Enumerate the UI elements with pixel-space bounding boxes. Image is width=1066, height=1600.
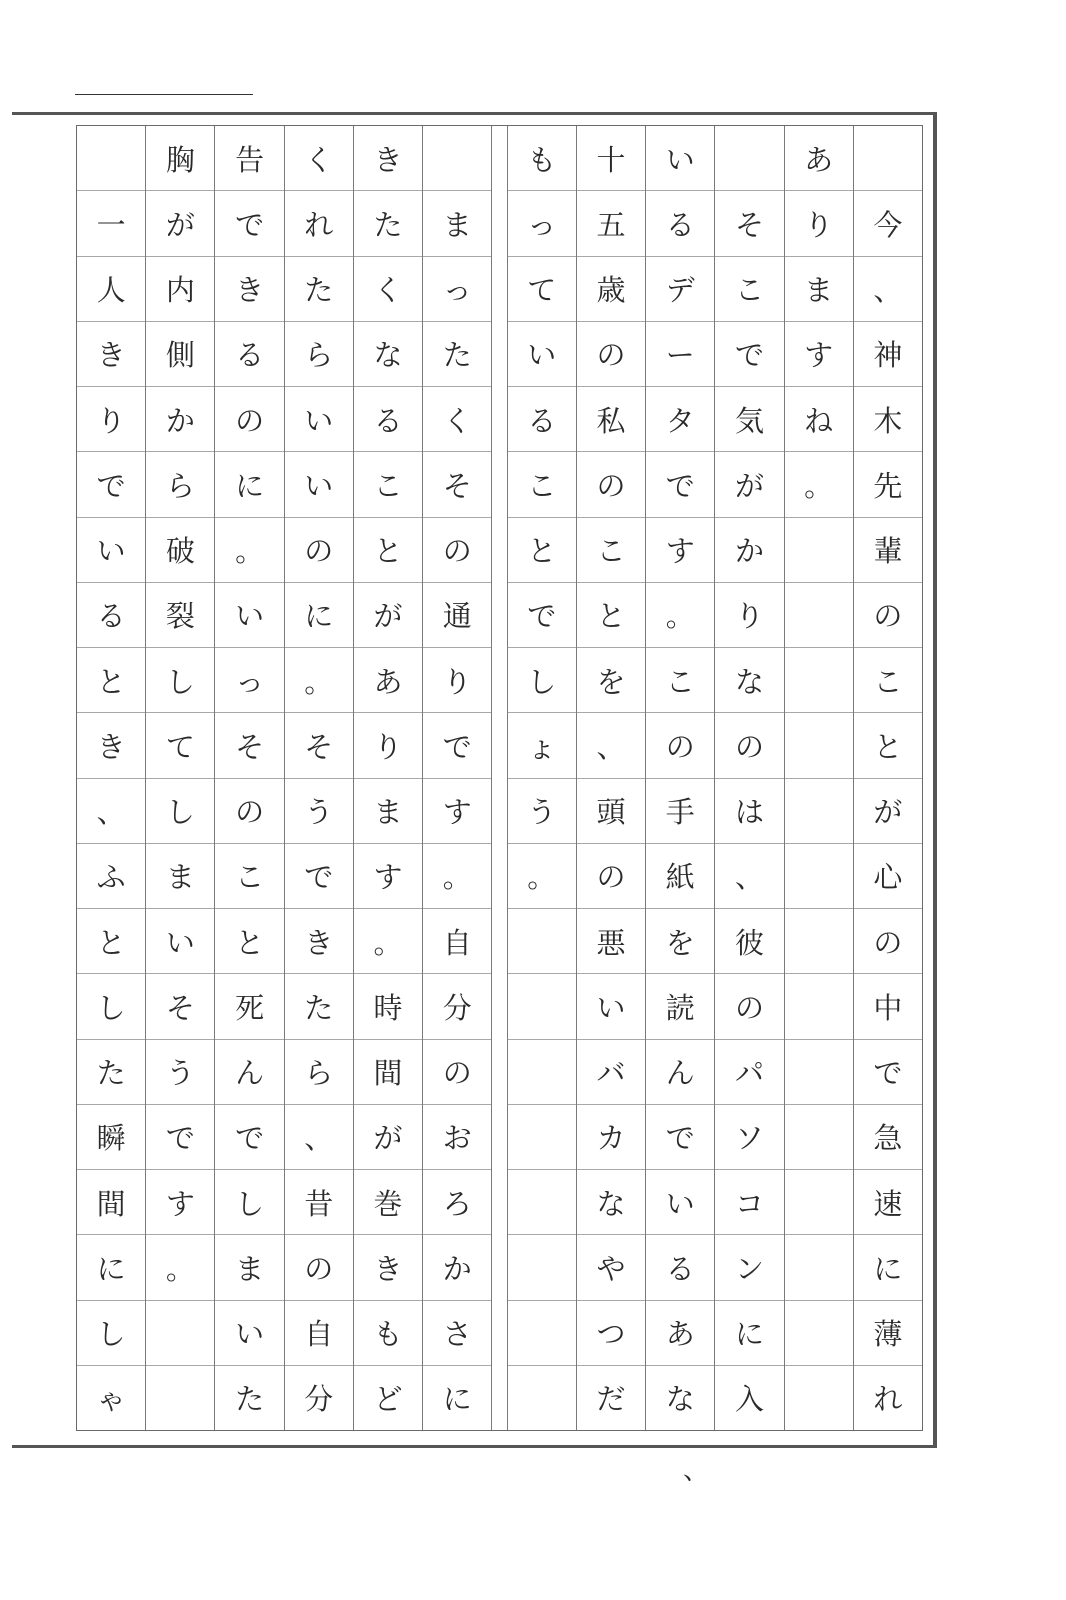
manuscript-cell (785, 1366, 853, 1430)
manuscript-cell: で (854, 1040, 922, 1105)
manuscript-cell: い (285, 452, 353, 517)
manuscript-cell: 死 (215, 974, 283, 1039)
manuscript-cell: こ (354, 452, 422, 517)
manuscript-cell: ソ (715, 1105, 783, 1170)
manuscript-cell: し (146, 779, 214, 844)
manuscript-cell: 破 (146, 518, 214, 583)
manuscript-cell: 輩 (854, 518, 922, 583)
manuscript-cell: 歳 (577, 257, 645, 322)
manuscript-cell: 時 (354, 974, 422, 1039)
manuscript-cell: そ (146, 974, 214, 1039)
manuscript-cell: た (235, 1382, 265, 1417)
manuscript-cell: こ (715, 257, 783, 322)
manuscript-cell: 、 (715, 844, 783, 909)
manuscript-cell: 神 (854, 322, 922, 387)
manuscript-cell: た (423, 322, 491, 387)
center-gap-column (491, 126, 506, 1430)
manuscript-cell: す (423, 779, 491, 844)
manuscript-cell: で (77, 452, 145, 517)
manuscript-cell: 読 (646, 974, 714, 1039)
manuscript-cell: で (285, 844, 353, 909)
manuscript-column (507, 126, 576, 1430)
manuscript-cell: や (577, 1235, 645, 1300)
manuscript-cell: 手 (646, 779, 714, 844)
manuscript-cell: っ (423, 257, 491, 322)
manuscript-column (145, 126, 214, 1430)
manuscript-cell: の (646, 713, 714, 778)
manuscript-cell: 昔 (285, 1170, 353, 1235)
manuscript-cell: こ (854, 648, 922, 713)
manuscript-cell (77, 126, 145, 191)
manuscript-cell (508, 1235, 576, 1300)
manuscript-cell (508, 974, 576, 1039)
manuscript-cell: 。 (423, 844, 491, 909)
manuscript-cell: 。 (646, 583, 714, 648)
manuscript-cell: ー (646, 322, 714, 387)
manuscript-cell (508, 1105, 576, 1170)
manuscript-cell: と (577, 583, 645, 648)
manuscript-cell (146, 1301, 214, 1366)
manuscript-cell: る (646, 1235, 714, 1300)
manuscript-cell: 心 (854, 844, 922, 909)
manuscript-cell (423, 126, 491, 191)
manuscript-cell: な (577, 1170, 645, 1235)
manuscript-cell: 側 (146, 322, 214, 387)
manuscript-cell: 悪 (577, 909, 645, 974)
manuscript-cell: 。 (215, 518, 283, 583)
manuscript-cell: の (577, 452, 645, 517)
manuscript-cell: ま (215, 1235, 283, 1300)
manuscript-cell: 自 (423, 909, 491, 974)
manuscript-cell: 、 (285, 1105, 353, 1170)
manuscript-cell: ま (785, 257, 853, 322)
manuscript-cell: な (354, 322, 422, 387)
manuscript-cell (785, 583, 853, 648)
manuscript-cell: な (665, 1382, 695, 1417)
manuscript-cell: き (354, 1235, 422, 1300)
manuscript-cell: く (354, 257, 422, 322)
manuscript-cell: し (77, 1301, 145, 1366)
manuscript-cell: バ (577, 1040, 645, 1105)
manuscript-cell: で (646, 1105, 714, 1170)
manuscript-cell: 間 (354, 1040, 422, 1105)
manuscript-cell: と (854, 713, 922, 778)
manuscript-cell: ん (646, 1040, 714, 1105)
manuscript-cell: が (354, 1105, 422, 1170)
manuscript-cell: ね (785, 387, 853, 452)
manuscript-cell: い (577, 974, 645, 1039)
manuscript-cell: 先 (854, 452, 922, 517)
manuscript-cell: お (423, 1105, 491, 1170)
manuscript-cell: も (508, 126, 576, 191)
manuscript-cell: こ (577, 518, 645, 583)
manuscript-cell: 、 (77, 779, 145, 844)
manuscript-cell: あ (646, 1301, 714, 1366)
manuscript-cell (715, 126, 783, 191)
manuscript-cell (854, 126, 922, 191)
manuscript-cell: ま (354, 779, 422, 844)
manuscript-cell: の (577, 844, 645, 909)
manuscript-cell: つ (577, 1301, 645, 1366)
manuscript-cell (785, 648, 853, 713)
manuscript-cell (146, 1366, 214, 1430)
manuscript-cell: て (146, 713, 214, 778)
manuscript-grid (76, 125, 923, 1431)
overflow-punctuation: 、 (683, 1456, 710, 1486)
manuscript-cell: 一 (77, 191, 145, 256)
manuscript-cell: そ (285, 713, 353, 778)
manuscript-cell (785, 844, 853, 909)
manuscript-cell: 。 (785, 452, 853, 517)
manuscript-cell: 裂 (146, 583, 214, 648)
manuscript-cell: 自 (285, 1301, 353, 1366)
manuscript-cell: 、 (854, 257, 922, 322)
manuscript-cell: で (646, 452, 714, 517)
manuscript-cell: だ (596, 1382, 626, 1417)
manuscript-cell: す (785, 322, 853, 387)
manuscript-cell: 彼 (715, 909, 783, 974)
manuscript-cell: か (423, 1235, 491, 1300)
manuscript-cell: ふ (77, 844, 145, 909)
manuscript-cell: で (423, 713, 491, 778)
manuscript-cell: き (285, 909, 353, 974)
manuscript-cell: 分 (423, 974, 491, 1039)
manuscript-column (353, 126, 422, 1430)
manuscript-cell: 巻 (354, 1170, 422, 1235)
manuscript-cell: と (354, 518, 422, 583)
manuscript-cell: 急 (854, 1105, 922, 1170)
manuscript-cell: 私 (577, 387, 645, 452)
manuscript-cell (785, 1235, 853, 1300)
manuscript-column (214, 126, 283, 1430)
manuscript-cell: コ (715, 1170, 783, 1235)
manuscript-cell: 。 (354, 909, 422, 974)
manuscript-cell (785, 779, 853, 844)
manuscript-cell: り (785, 191, 853, 256)
manuscript-cell: す (146, 1170, 214, 1235)
manuscript-cell: あ (354, 648, 422, 713)
manuscript-cell (785, 974, 853, 1039)
manuscript-cell: 告 (215, 126, 283, 191)
manuscript-cell (785, 518, 853, 583)
manuscript-cell: る (215, 322, 283, 387)
manuscript-cell: 間 (77, 1170, 145, 1235)
manuscript-cell: か (146, 387, 214, 452)
manuscript-cell: き (77, 713, 145, 778)
manuscript-cell: く (423, 387, 491, 452)
manuscript-cell: に (77, 1235, 145, 1300)
manuscript-cell: 。 (285, 648, 353, 713)
manuscript-cell: ま (146, 844, 214, 909)
manuscript-cell: こ (215, 844, 283, 909)
manuscript-cell: っ (508, 191, 576, 256)
manuscript-cell: を (646, 909, 714, 974)
manuscript-cell: た (77, 1040, 145, 1105)
manuscript-column (422, 126, 491, 1430)
manuscript-cell: の (423, 1040, 491, 1105)
manuscript-cell: ン (715, 1235, 783, 1300)
manuscript-cell: に (715, 1301, 783, 1366)
manuscript-cell: あ (785, 126, 853, 191)
manuscript-cell: ゃ (96, 1382, 126, 1417)
manuscript-cell: き (215, 257, 283, 322)
manuscript-column (284, 126, 353, 1430)
manuscript-cell: で (215, 191, 283, 256)
manuscript-cell: 薄 (854, 1301, 922, 1366)
manuscript-cell: で (508, 583, 576, 648)
name-line (75, 94, 253, 95)
manuscript-cell (508, 1301, 576, 1366)
manuscript-cell: 五 (577, 191, 645, 256)
manuscript-cell: 頭 (577, 779, 645, 844)
manuscript-cell: で (215, 1105, 283, 1170)
manuscript-cell: れ (873, 1382, 903, 1417)
manuscript-cell: い (646, 1170, 714, 1235)
manuscript-cell: か (715, 518, 783, 583)
manuscript-cell (785, 909, 853, 974)
manuscript-cell: と (508, 518, 576, 583)
manuscript-cell: タ (646, 387, 714, 452)
manuscript-cell: と (77, 909, 145, 974)
manuscript-cell: る (646, 191, 714, 256)
manuscript-cell: い (77, 518, 145, 583)
manuscript-cell: 気 (715, 387, 783, 452)
manuscript-cell (785, 1040, 853, 1105)
manuscript-cell: い (215, 583, 283, 648)
manuscript-cell: に (215, 452, 283, 517)
manuscript-cell: し (508, 648, 576, 713)
manuscript-cell: 中 (854, 974, 922, 1039)
manuscript-cell: ょ (508, 713, 576, 778)
manuscript-cell: 。 (146, 1235, 214, 1300)
manuscript-cell: こ (508, 452, 576, 517)
manuscript-cell: と (77, 648, 145, 713)
manuscript-cell: っ (215, 648, 283, 713)
manuscript-cell: て (508, 257, 576, 322)
manuscript-column (714, 126, 783, 1430)
manuscript-cell: そ (715, 191, 783, 256)
manuscript-column (576, 126, 645, 1430)
manuscript-cell: デ (646, 257, 714, 322)
manuscript-cell: い (285, 387, 353, 452)
manuscript-cell: の (215, 387, 283, 452)
manuscript-cell: に (285, 583, 353, 648)
manuscript-cell (785, 1301, 853, 1366)
manuscript-cell: 十 (577, 126, 645, 191)
manuscript-cell: 速 (854, 1170, 922, 1235)
manuscript-cell: 紙 (646, 844, 714, 909)
manuscript-cell: ま (423, 191, 491, 256)
manuscript-cell: い (215, 1301, 283, 1366)
manuscript-cell: 通 (423, 583, 491, 648)
manuscript-cell: の (854, 583, 922, 648)
manuscript-cell: り (354, 713, 422, 778)
manuscript-cell: が (146, 191, 214, 256)
manuscript-cell: に (442, 1382, 472, 1417)
manuscript-cell: 。 (508, 844, 576, 909)
manuscript-column (784, 126, 853, 1430)
manuscript-column (853, 126, 922, 1430)
manuscript-cell: ら (285, 322, 353, 387)
manuscript-cell (508, 1170, 576, 1235)
manuscript-cell (785, 1170, 853, 1235)
manuscript-cell: の (285, 518, 353, 583)
manuscript-cell: な (715, 648, 783, 713)
manuscript-cell: ら (285, 1040, 353, 1105)
manuscript-cell: そ (423, 452, 491, 517)
manuscript-column (77, 126, 145, 1430)
manuscript-cell: で (715, 322, 783, 387)
manuscript-cell: 瞬 (77, 1105, 145, 1170)
manuscript-cell: ど (373, 1382, 403, 1417)
manuscript-cell: た (285, 974, 353, 1039)
manuscript-cell: い (508, 322, 576, 387)
manuscript-cell: の (715, 713, 783, 778)
manuscript-cell: す (354, 844, 422, 909)
manuscript-cell: の (215, 779, 283, 844)
manuscript-cell: パ (715, 1040, 783, 1105)
manuscript-cell (785, 1105, 853, 1170)
manuscript-cell: り (77, 387, 145, 452)
manuscript-cell: が (715, 452, 783, 517)
manuscript-cell: の (854, 909, 922, 974)
manuscript-cell: ろ (423, 1170, 491, 1235)
manuscript-cell: た (285, 257, 353, 322)
manuscript-cell: き (354, 126, 422, 191)
manuscript-cell: う (285, 779, 353, 844)
manuscript-cell: を (577, 648, 645, 713)
manuscript-cell: う (146, 1040, 214, 1105)
manuscript-cell (508, 1040, 576, 1105)
manuscript-cell: り (715, 583, 783, 648)
manuscript-cell: に (854, 1235, 922, 1300)
manuscript-cell: こ (646, 648, 714, 713)
manuscript-cell: い (646, 126, 714, 191)
manuscript-cell: う (508, 779, 576, 844)
manuscript-cell: す (646, 518, 714, 583)
manuscript-cell: く (285, 126, 353, 191)
manuscript-cell: る (354, 387, 422, 452)
manuscript-cell: の (715, 974, 783, 1039)
manuscript-cell: 入 (734, 1382, 764, 1417)
manuscript-cell (785, 713, 853, 778)
manuscript-cell: 木 (854, 387, 922, 452)
manuscript-cell: 今 (854, 191, 922, 256)
manuscript-column (645, 126, 714, 1430)
manuscript-cell: と (215, 909, 283, 974)
manuscript-cell: も (354, 1301, 422, 1366)
manuscript-cell: 内 (146, 257, 214, 322)
manuscript-cell: で (146, 1105, 214, 1170)
manuscript-cell: さ (423, 1301, 491, 1366)
manuscript-cell: 分 (304, 1382, 334, 1417)
manuscript-cell: れ (285, 191, 353, 256)
manuscript-cell: そ (215, 713, 283, 778)
manuscript-cell: ん (215, 1040, 283, 1105)
manuscript-cell: の (577, 322, 645, 387)
manuscript-cell: た (354, 191, 422, 256)
manuscript-cell: き (77, 322, 145, 387)
manuscript-cell: し (77, 974, 145, 1039)
manuscript-cell: り (423, 648, 491, 713)
manuscript-cell: は (715, 779, 783, 844)
manuscript-cell: る (77, 583, 145, 648)
manuscript-cell: の (285, 1235, 353, 1300)
manuscript-cell: ら (146, 452, 214, 517)
manuscript-cell: の (423, 518, 491, 583)
manuscript-cell: し (146, 648, 214, 713)
manuscript-cell: 人 (77, 257, 145, 322)
manuscript-cell: が (354, 583, 422, 648)
manuscript-cell: い (146, 909, 214, 974)
manuscript-cell: が (854, 779, 922, 844)
manuscript-cell: し (215, 1170, 283, 1235)
manuscript-cell: カ (577, 1105, 645, 1170)
manuscript-cell: る (508, 387, 576, 452)
manuscript-cell: 胸 (146, 126, 214, 191)
manuscript-columns (77, 126, 922, 1430)
manuscript-sheet (12, 112, 937, 1448)
manuscript-cell: 、 (577, 713, 645, 778)
manuscript-cell (508, 1366, 576, 1430)
manuscript-cell (508, 909, 576, 974)
